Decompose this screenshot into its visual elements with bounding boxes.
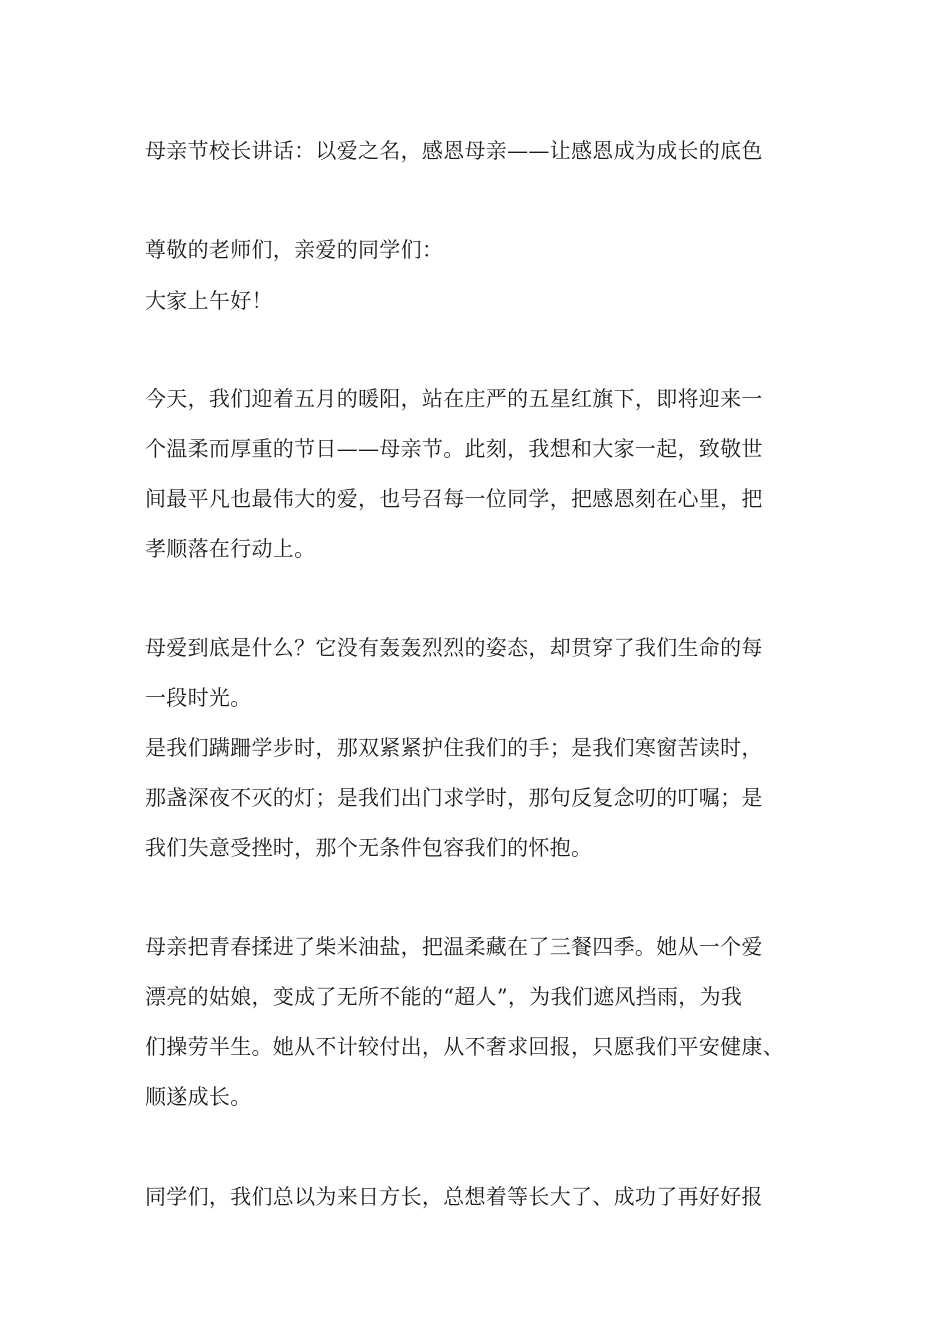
document-title: 母亲节校长讲话：以爱之名，感恩母亲——让感恩成为成长的底色 [145, 139, 763, 163]
paragraph-1-line-4: 孝顺落在行动上。 [145, 537, 316, 561]
paragraph-3-line-4: 顺遂成长。 [145, 1085, 252, 1109]
paragraph-2-line-5: 我们失意受挫时，那个无条件包容我们的怀抱。 [145, 836, 593, 860]
paragraph-2-line-3: 是我们蹒跚学步时，那双紧紧护住我们的手；是我们寒窗苦读时， [145, 736, 763, 760]
paragraph-2-line-4: 那盏深夜不灭的灯；是我们出门求学时，那句反复念叨的叮嘱；是 [145, 786, 763, 810]
paragraph-1-line-1: 今天，我们迎着五月的暖阳，站在庄严的五星红旗下，即将迎来一 [145, 387, 763, 411]
paragraph-4-line-1: 同学们，我们总以为来日方长，总想着等长大了、成功了再好好报 [145, 1185, 763, 1209]
paragraph-2-line-1: 母爱到底是什么？它没有轰轰烈烈的姿态，却贯穿了我们生命的每 [145, 636, 763, 660]
paragraph-1-line-3: 间最平凡也最伟大的爱，也号召每一位同学，把感恩刻在心里，把 [145, 487, 763, 511]
salutation: 大家上午好！ [145, 289, 273, 313]
greeting: 尊敬的老师们，亲爱的同学们： [145, 238, 444, 262]
paragraph-1-line-2: 个温柔而厚重的节日——母亲节。此刻，我想和大家一起，致敬世 [145, 437, 763, 461]
paragraph-3-line-2: 漂亮的姑娘，变成了无所不能的“超人”，为我们遮风挡雨，为我 [145, 985, 743, 1009]
paragraph-2-line-2: 一段时光。 [145, 686, 252, 710]
paragraph-3-line-1: 母亲把青春揉进了柴米油盐，把温柔藏在了三餐四季。她从一个爱 [145, 935, 763, 959]
paragraph-3-line-3: 们操劳半生。她从不计较付出，从不奢求回报，只愿我们平安健康、 [145, 1035, 784, 1059]
